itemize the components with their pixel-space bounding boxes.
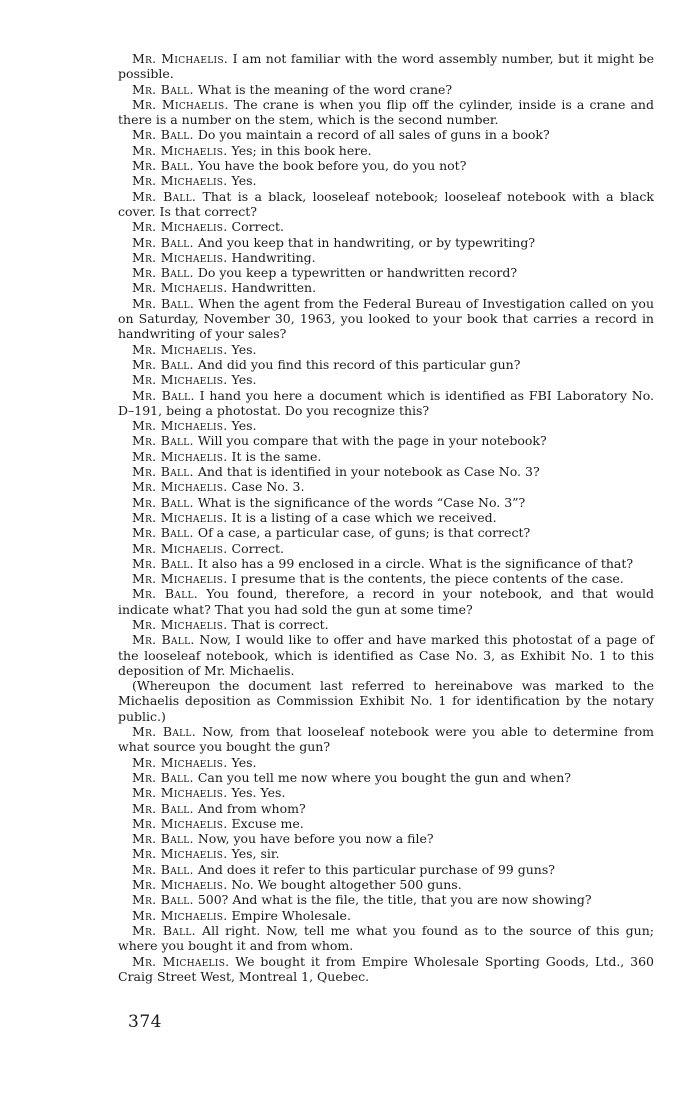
speaker-name: Mr. Ball. <box>132 861 194 877</box>
transcript-paragraph <box>118 342 654 357</box>
paragraph-text: Empire Wholesale. <box>227 907 351 923</box>
transcript-paragraph <box>118 280 654 295</box>
speaker-name: Mr. Michaelis. <box>132 907 228 923</box>
transcript-paragraph <box>118 954 654 985</box>
paragraph-text: And that is identified in your notebook as Case No. 3? <box>193 464 540 480</box>
paragraph-text: The crane is when you flip off the cylinder, inside is a crane and there is a number on the stem, which is the second number. <box>118 96 654 128</box>
transcript-paragraph <box>118 158 654 173</box>
transcript-paragraph <box>118 724 654 755</box>
speaker-name: Mr. Michaelis. <box>132 754 228 770</box>
transcript-paragraph <box>118 235 654 250</box>
speaker-name: Mr. Michaelis. <box>132 418 228 434</box>
paragraph-text: Yes. <box>227 173 257 189</box>
speaker-name: Mr. Ball. <box>132 265 194 281</box>
speaker-name: Mr. Michaelis. <box>132 815 228 831</box>
transcript-paragraph <box>118 801 654 816</box>
paragraph-text: Yes, sir. <box>227 846 280 862</box>
transcript-paragraph <box>118 357 654 372</box>
transcript-paragraph <box>118 173 654 188</box>
speaker-name: Mr. Ball. <box>132 127 194 143</box>
transcript-paragraph <box>118 495 654 510</box>
paragraph-text: Do you maintain a record of all sales of guns in a book? <box>193 127 550 143</box>
paragraph-text: Yes; in this book here. <box>227 142 372 158</box>
speaker-name: Mr. Michaelis. <box>132 249 228 265</box>
paragraph-text: And you keep that in handwriting, or by typewriting? <box>193 234 536 250</box>
transcript-paragraph <box>118 892 654 907</box>
paragraph-text: Excuse me. <box>227 815 304 831</box>
speaker-name: Mr. Ball. <box>132 525 194 541</box>
speaker-name: Mr. Michaelis. <box>132 280 228 296</box>
speaker-name: Mr. Ball. <box>132 632 195 648</box>
transcript-paragraph <box>118 418 654 433</box>
speaker-name: Mr. Ball. <box>132 158 194 174</box>
paragraph-text: It is the same. <box>227 448 322 464</box>
transcript-paragraph <box>118 479 654 494</box>
paragraph-text: Correct. <box>227 219 284 235</box>
paragraph-text: Do you keep a typewritten or handwritten record? <box>193 265 518 281</box>
paragraph-text: Now, I would like to offer and have marked this photostat of a page of the looseleaf notebook, which is identified as Case No. 3, as Exhibit No. 1 to this deposition of Mr. Michaelis. <box>118 632 654 678</box>
speaker-name: Mr. Michaelis. <box>132 51 229 66</box>
paragraph-text: Yes. <box>227 341 257 357</box>
transcript-paragraph <box>118 97 654 128</box>
speaker-name: Mr. Michaelis. <box>132 509 228 525</box>
transcript-paragraph <box>118 816 654 831</box>
transcript-paragraph <box>118 908 654 923</box>
paragraph-text: Now, from that looseleaf notebook were you able to determine from what source you bought the gun? <box>118 724 654 755</box>
paragraph-text: Correct. <box>227 540 284 556</box>
transcript-paragraph <box>118 846 654 861</box>
paragraph-text: I hand you here a document which is identified as FBI Laboratory No. D–191, being a photostat. Do you recognize this? <box>118 387 654 418</box>
speaker-name: Mr. Ball. <box>132 769 194 785</box>
transcript-paragraph <box>118 632 654 678</box>
paragraph-text: What is the meaning of the word crane? <box>193 81 453 97</box>
transcript-paragraph <box>118 862 654 877</box>
paragraph-text: I presume that is the contents, the piece contents of the case. <box>227 571 624 587</box>
speaker-name: Mr. Ball. <box>132 295 195 311</box>
speaker-name: Mr. Michaelis. <box>132 540 228 556</box>
transcript-paragraph <box>118 82 654 97</box>
transcript-paragraph <box>118 433 654 448</box>
transcript-paragraph <box>118 127 654 142</box>
speaker-name: Mr. Ball. <box>132 800 194 816</box>
transcript-paragraph <box>118 556 654 571</box>
transcript-paragraph <box>118 388 654 419</box>
transcript-paragraph <box>118 770 654 785</box>
speaker-name: Mr. Ball. <box>132 234 194 250</box>
speaker-name: Mr. Ball. <box>132 724 196 740</box>
speaker-name: Mr. Ball. <box>132 464 194 480</box>
paragraph-text: Handwritten. <box>227 280 317 296</box>
transcript-paragraph <box>118 510 654 525</box>
speaker-name: Mr. Michaelis. <box>132 142 228 158</box>
paragraph-text: Yes. <box>227 754 257 770</box>
speaker-name: Mr. Michaelis. <box>132 372 228 388</box>
speaker-name: Mr. Ball. <box>132 892 194 908</box>
paragraph-text: When the agent from the Federal Bureau of Investigation called on you on Saturday, November 30, 1963, you looked to your book that carries a record in handwriting of your sales? <box>118 295 654 342</box>
paragraph-text: Yes. Yes. <box>227 785 286 801</box>
speaker-name: Mr. Michaelis. <box>132 219 228 235</box>
speaker-name: Mr. Ball. <box>132 387 195 403</box>
paragraph-text: I am not familiar with the word assembly number, but it might be possible. <box>118 51 654 82</box>
speaker-name: Mr. Michaelis. <box>132 448 228 464</box>
paragraph-text: Of a case, a particular case, of guns; is that correct? <box>193 525 531 541</box>
paragraph-text: Yes. <box>227 418 257 434</box>
speaker-name: Mr. Michaelis. <box>132 953 230 969</box>
paragraph-text: Handwriting. <box>227 249 316 265</box>
paragraph-text: Now, you have before you now a file? <box>193 831 434 847</box>
transcript-paragraph <box>118 541 654 556</box>
paragraph-text: 500? And what is the file, the title, that you are now showing? <box>193 892 592 908</box>
paragraph-text: You have the book before you, do you not? <box>193 158 467 174</box>
transcript-paragraph <box>118 571 654 586</box>
transcript-paragraph <box>118 617 654 632</box>
paragraph-text: That is a black, looseleaf notebook; looseleaf notebook with a black cover. Is that correct? <box>118 188 654 219</box>
transcript-paragraph <box>118 831 654 846</box>
paragraph-text: And did you find this record of this particular gun? <box>193 356 521 372</box>
transcript-paragraph <box>118 219 654 234</box>
speaker-name: Mr. Michaelis. <box>132 616 228 632</box>
transcript-paragraph <box>118 265 654 280</box>
paragraph-text: Can you tell me now where you bought the gun and when? <box>193 769 571 785</box>
speaker-name: Mr. Michaelis. <box>132 479 228 495</box>
page-number: 374 <box>128 1012 162 1032</box>
speaker-name: Mr. Michaelis. <box>132 173 228 189</box>
transcript-paragraph <box>118 785 654 800</box>
speaker-name: Mr. Ball. <box>132 555 194 571</box>
speaker-name: Mr. Michaelis. <box>132 571 228 587</box>
speaker-name: Mr. Ball. <box>132 356 194 372</box>
speaker-name: Mr. Ball. <box>132 433 194 449</box>
paragraph-text: No. We bought altogether 500 guns. <box>227 877 462 893</box>
transcript-paragraph <box>118 755 654 770</box>
transcript-paragraph <box>118 189 654 220</box>
transcript-paragraph <box>118 372 654 387</box>
paragraph-text: And does it refer to this particular purchase of 99 guns? <box>193 861 555 877</box>
transcript-paragraph <box>118 296 654 342</box>
speaker-name: Mr. Ball. <box>132 831 194 847</box>
speaker-name: Mr. Ball. <box>132 188 197 204</box>
transcript-paragraph <box>118 464 654 479</box>
paragraph-text: That is correct. <box>227 616 329 632</box>
transcript-paragraph <box>118 923 654 954</box>
speaker-name: Mr. Ball. <box>132 586 199 602</box>
transcript-paragraph <box>118 51 654 82</box>
transcript-paragraph <box>118 877 654 892</box>
paragraph-text: It also has a 99 enclosed in a circle. What is the significance of that? <box>193 555 634 571</box>
transcript-paragraph <box>118 143 654 158</box>
speaker-name: Mr. Ball. <box>132 81 194 97</box>
paragraph-text: And from whom? <box>193 800 306 816</box>
paragraph-text: (Whereupon the document last referred to hereinabove was marked to the Michaelis deposition as Commission Exhibit No. 1 for identification by the notary public.) <box>118 678 654 724</box>
transcript-paragraph <box>118 525 654 540</box>
transcript-body <box>118 51 654 984</box>
speaker-name: Mr. Ball. <box>132 922 196 938</box>
transcript-paragraph <box>118 586 654 617</box>
speaker-name: Mr. Michaelis. <box>132 96 229 112</box>
speaker-name: Mr. Michaelis. <box>132 846 228 862</box>
speaker-name: Mr. Michaelis. <box>132 341 228 357</box>
speaker-name: Mr. Ball. <box>132 494 194 510</box>
speaker-name: Mr. Michaelis. <box>132 877 228 893</box>
transcript-paragraph <box>118 449 654 464</box>
paragraph-text: You found, therefore, a record in your notebook, and that would indicate what? That you had sold the gun at some time? <box>118 586 655 617</box>
paragraph-text: What is the significance of the words “Case No. 3”? <box>193 494 526 510</box>
paragraph-text: We bought it from Empire Wholesale Sporting Goods, Ltd., 360 Craig Street West, Montreal 1, Quebec. <box>118 953 654 984</box>
paragraph-text: Will you compare that with the page in your notebook? <box>193 433 547 449</box>
paragraph-text: Case No. 3. <box>227 479 305 495</box>
transcript-paragraph <box>118 250 654 265</box>
paragraph-text: It is a listing of a case which we received. <box>227 509 497 525</box>
paragraph-text: All right. Now, tell me what you found as to the source of this gun; where you bought it and from whom. <box>118 922 654 954</box>
speaker-name: Mr. Michaelis. <box>132 785 228 801</box>
paragraph-text: Yes. <box>227 372 257 388</box>
transcript-paragraph <box>118 678 654 724</box>
